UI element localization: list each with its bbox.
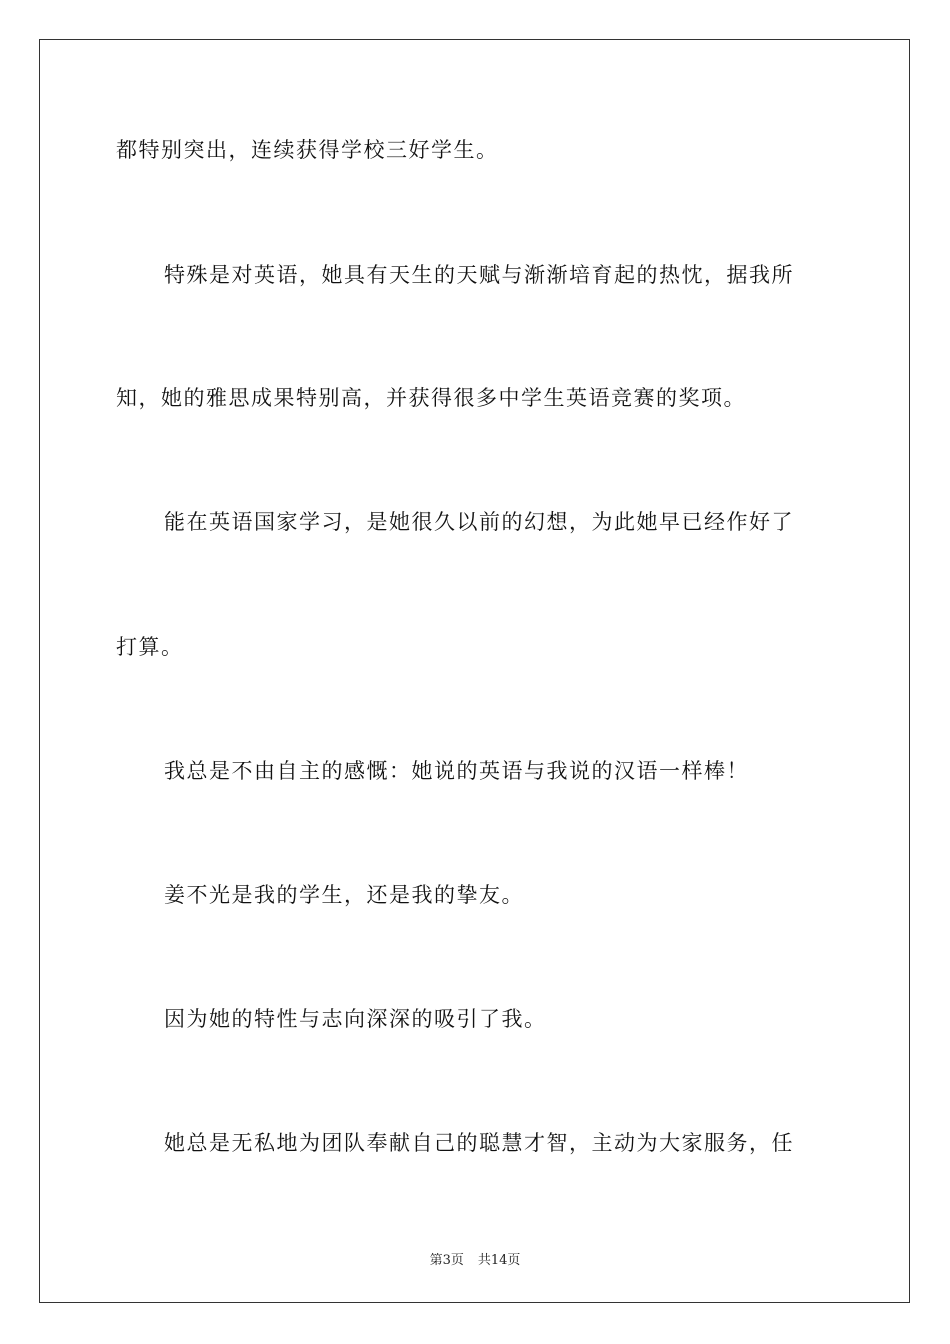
paragraph-line-3: 知，她的雅思成果特别高，并获得很多中学生英语竞赛的奖项。 bbox=[116, 386, 746, 410]
paragraph-line-9: 她总是无私地为团队奉献自己的聪慧才智，主动为大家服务，任 bbox=[164, 1131, 794, 1155]
paragraph-line-4: 能在英语国家学习，是她很久以前的幻想，为此她早已经作好了 bbox=[164, 510, 794, 534]
paragraph-line-2: 特殊是对英语，她具有天生的天赋与渐渐培育起的热忱，据我所 bbox=[164, 263, 794, 287]
page-total: 共14页 bbox=[477, 1253, 521, 1268]
page-number: 第3页 bbox=[429, 1253, 464, 1268]
page-footer bbox=[0, 1249, 950, 1268]
page-border bbox=[39, 39, 910, 1303]
paragraph-line-1: 都特别突出，连续获得学校三好学生。 bbox=[116, 138, 499, 162]
paragraph-line-5: 打算。 bbox=[116, 635, 184, 659]
paragraph-line-8: 因为她的特性与志向深深的吸引了我。 bbox=[164, 1007, 547, 1031]
paragraph-line-6: 我总是不由自主的感慨：她说的英语与我说的汉语一样棒！ bbox=[164, 759, 749, 783]
paragraph-line-7: 姜不光是我的学生，还是我的挚友。 bbox=[164, 883, 524, 907]
